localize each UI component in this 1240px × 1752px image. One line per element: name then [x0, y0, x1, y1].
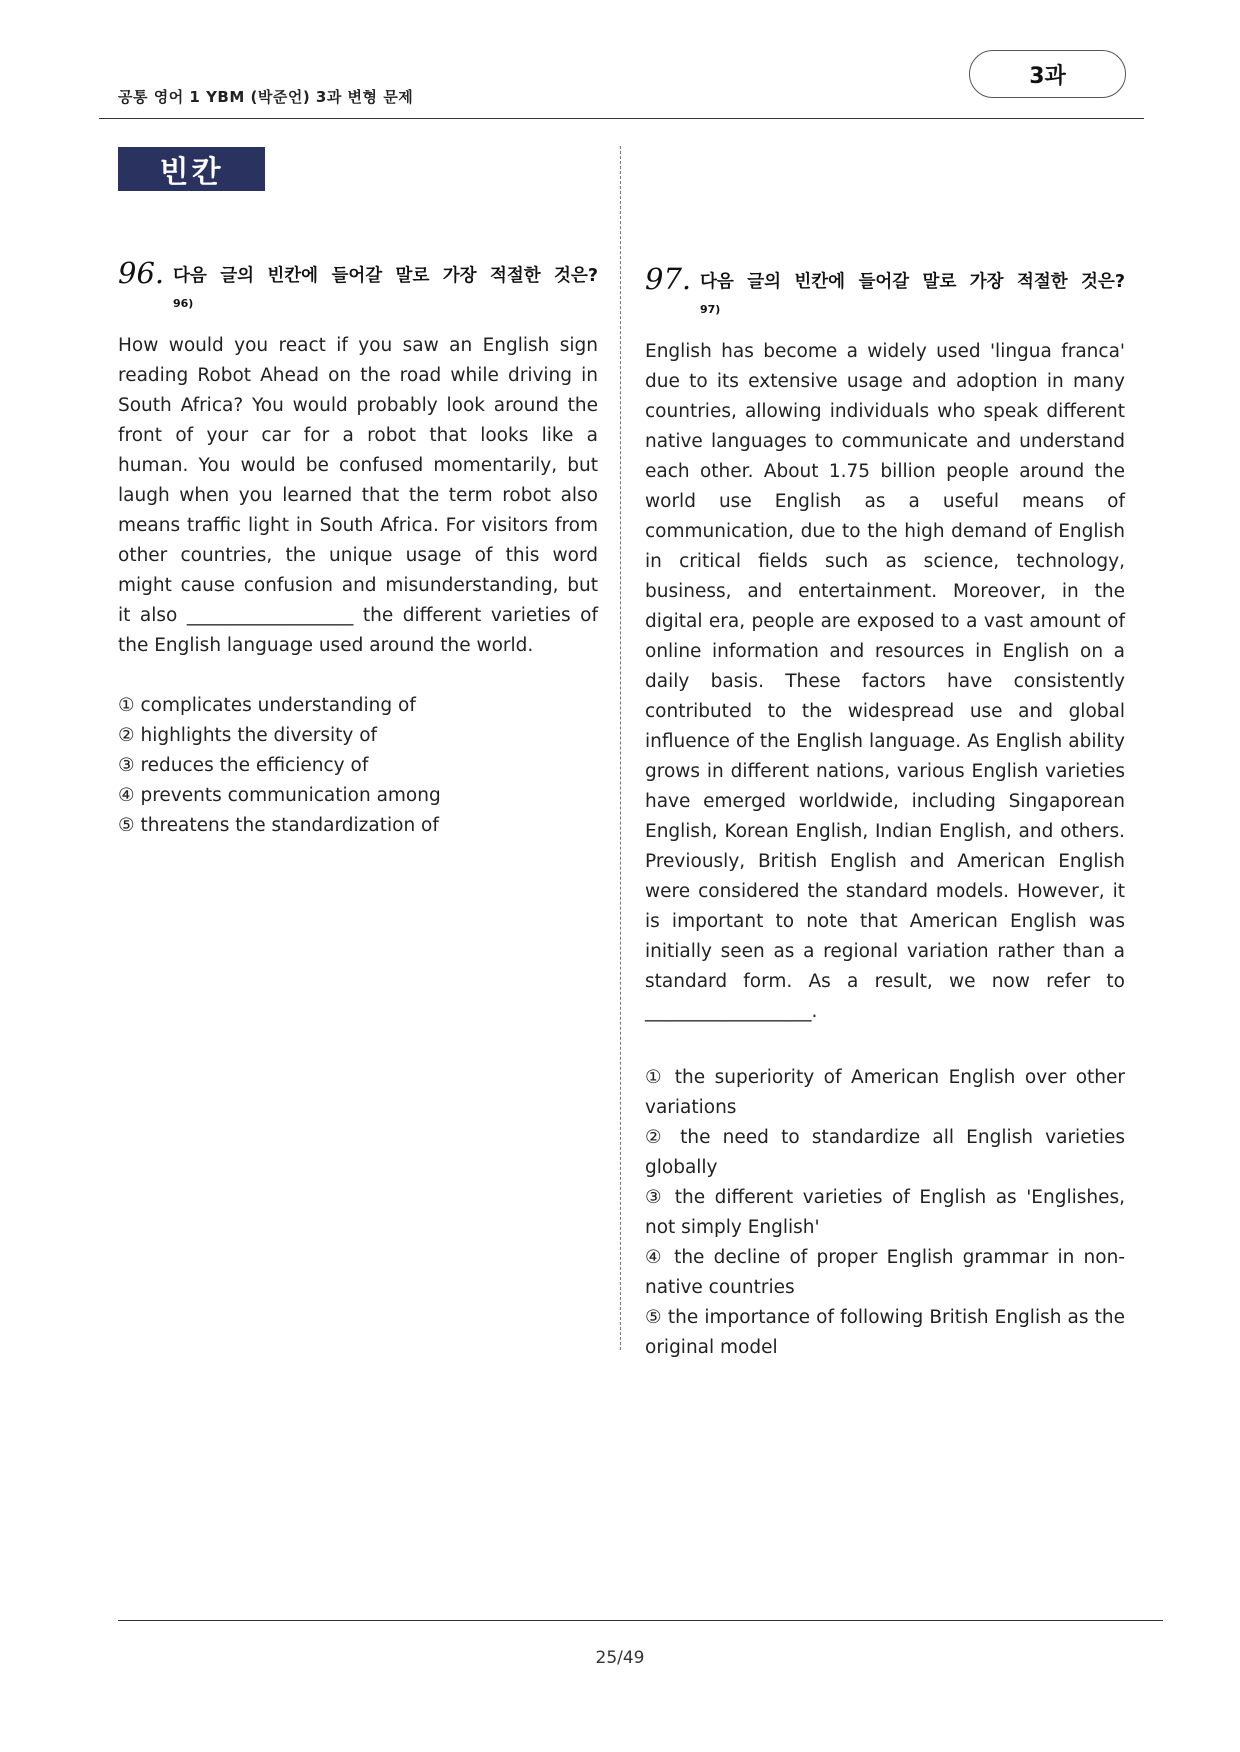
answer-choices	[118, 691, 598, 841]
section-label: 빈칸	[118, 147, 265, 191]
answer-choice-3[interactable]: ③ the different varieties of English as 'Englishes, not simply English'	[645, 1186, 1125, 1238]
answer-choice-2[interactable]: ② highlights the diversity of	[118, 724, 378, 746]
question-96	[118, 256, 598, 841]
footnote-marker: 96)	[173, 297, 194, 310]
answer-choice-2[interactable]: ② the need to standardize all English varieties globally	[645, 1126, 1125, 1178]
question-prompt	[700, 268, 1125, 329]
lesson-badge: 3과	[969, 50, 1126, 98]
question-number: 96.	[118, 256, 165, 290]
answer-choice-1[interactable]: ① the superiority of American English over other variations	[645, 1066, 1125, 1118]
answer-choice-5[interactable]: ⑤ threatens the standardization of	[118, 814, 439, 836]
question-prompt-text: 다음 글의 빈칸에 들어갈 말로 가장 적절한 것은?	[700, 272, 1125, 292]
question-header	[118, 256, 598, 323]
answer-choice-3[interactable]: ③ reduces the efficiency of	[118, 754, 369, 776]
question-97	[645, 262, 1125, 1363]
document-header-title: 공통 영어 1 YBM (박준언) 3과 변형 문제	[118, 88, 414, 106]
question-header	[645, 262, 1125, 329]
footnote-marker: 97)	[700, 303, 721, 316]
footer-divider	[118, 1620, 1163, 1621]
answer-choices	[645, 1063, 1125, 1363]
question-number: 97.	[645, 262, 692, 296]
question-passage: English has become a widely used 'lingua franca' due to its extensive usage and adoption in many countries, allowing individuals who speak different native languages to communicate and understand each other. About 1.75 billion people around the world use English as a useful means of communication, due to the high demand of English in critical fields such as science, technology, business, and entertainment. Moreover, in the digital era, people are exposed to a vast amount of online information and resources in English on a daily basis. These factors have consistently contributed to the widespread use and global influence of the English language. As English ability grows in different nations, various English varieties have emerged worldwide, including Singaporean English, Korean English, Indian English, and others. Previously, British English and American English were considered the standard models. However, it is important to note that American English was initially seen as a regional variation rather than a standard form. As a result, we now refer to __________________.	[645, 340, 1125, 1022]
answer-choice-4[interactable]: ④ prevents communication among	[118, 784, 441, 806]
column-divider	[620, 146, 621, 1350]
answer-choice-4[interactable]: ④ the decline of proper English grammar in non-native countries	[645, 1246, 1125, 1298]
question-prompt	[173, 262, 598, 323]
page-number: 25/49	[595, 1648, 645, 1668]
question-prompt-text: 다음 글의 빈칸에 들어갈 말로 가장 적절한 것은?	[173, 266, 598, 286]
question-passage: How would you react if you saw an English sign reading Robot Ahead on the road while driving in South Africa? You would probably look around the front of your car for a robot that looks like a human. You would be confused momentarily, but laugh when you learned that the term robot also means traffic light in South Africa. For visitors from other countries, the unique usage of this word might cause confusion and misunderstanding, but it also __________________ the different varieties of the English language used around the world.	[118, 334, 598, 656]
answer-choice-5[interactable]: ⑤ the importance of following British English as the original model	[645, 1306, 1125, 1358]
answer-choice-1[interactable]: ① complicates understanding of	[118, 694, 416, 716]
header-divider	[99, 118, 1144, 119]
